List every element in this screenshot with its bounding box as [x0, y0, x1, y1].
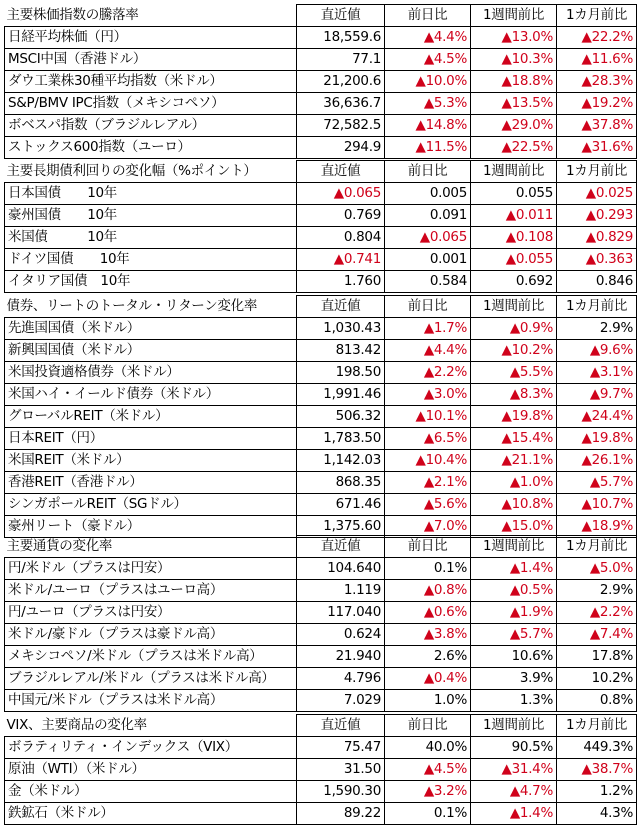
value-cell: 31.50	[297, 759, 385, 781]
row-label: 鉄鉱石（米ドル）	[5, 803, 297, 825]
value-cell: ▲0.5%	[471, 580, 557, 602]
table-row	[5, 137, 637, 159]
value-cell: ▲0.025	[557, 183, 637, 205]
value-cell: 0.769	[297, 205, 385, 227]
row-label: ドイツ国債 10年	[5, 249, 297, 271]
column-header: 1週間前比	[471, 5, 557, 27]
row-label: 米国債 10年	[5, 227, 297, 249]
value-cell: ▲3.1%	[557, 362, 637, 384]
value-cell: ▲4.5%	[385, 759, 471, 781]
value-cell: ▲4.4%	[385, 340, 471, 362]
row-label: 原油（WTI）（米ドル）	[5, 759, 297, 781]
value-cell: ▲5.7%	[471, 624, 557, 646]
value-cell: 90.5%	[471, 737, 557, 759]
value-cell: ▲0.011	[471, 205, 557, 227]
table-row	[5, 602, 637, 624]
column-header: 直近値	[297, 715, 385, 737]
value-cell: ▲26.1%	[557, 450, 637, 472]
value-cell: ▲11.6%	[557, 49, 637, 71]
value-cell: ▲9.6%	[557, 340, 637, 362]
section-header-row	[5, 536, 637, 558]
value-cell: 0.624	[297, 624, 385, 646]
section-header-row	[5, 296, 637, 318]
row-label: 日本国債 10年	[5, 183, 297, 205]
row-label: グローバルREIT（米ドル）	[5, 406, 297, 428]
value-cell: ▲4.4%	[385, 27, 471, 49]
value-cell: 7.029	[297, 690, 385, 712]
section-header-row	[5, 715, 637, 737]
section-table	[4, 714, 637, 825]
value-cell: ▲0.829	[557, 227, 637, 249]
column-header: 1週間前比	[471, 161, 557, 183]
value-cell: 0.055	[471, 183, 557, 205]
section-title: 主要長期債利回りの変化幅（%ポイント）	[6, 162, 257, 179]
value-cell: ▲1.9%	[471, 602, 557, 624]
row-label: ダウ工業株30種平均指数（米ドル）	[5, 71, 297, 93]
value-cell: ▲0.065	[385, 227, 471, 249]
value-cell: 3.9%	[471, 668, 557, 690]
table-row	[5, 49, 637, 71]
value-cell: 0.001	[385, 249, 471, 271]
column-header: 1カ月前比	[557, 536, 637, 558]
value-cell: ▲38.7%	[557, 759, 637, 781]
value-cell: ▲2.1%	[385, 472, 471, 494]
column-header: 1カ月前比	[557, 296, 637, 318]
value-cell: ▲2.2%	[385, 362, 471, 384]
row-label: 豪州リート（豪ドル）	[5, 516, 297, 538]
value-cell: 4.796	[297, 668, 385, 690]
table-row	[5, 227, 637, 249]
table-row	[5, 249, 637, 271]
value-cell: 2.6%	[385, 646, 471, 668]
value-cell: ▲10.4%	[385, 450, 471, 472]
value-cell: ▲2.2%	[557, 602, 637, 624]
value-cell: 89.22	[297, 803, 385, 825]
value-cell: ▲10.7%	[557, 494, 637, 516]
value-cell: ▲0.8%	[385, 580, 471, 602]
column-header: 前日比	[385, 536, 471, 558]
table-row	[5, 558, 637, 580]
table-row	[5, 318, 637, 340]
value-cell: 449.3%	[557, 737, 637, 759]
row-label: 米国投資適格債券（米ドル）	[5, 362, 297, 384]
table-row	[5, 646, 637, 668]
section-header-row	[5, 5, 637, 27]
row-label: 中国元/米ドル（プラスは米ドル高）	[5, 690, 297, 712]
value-cell: 1,783.50	[297, 428, 385, 450]
value-cell: 813.42	[297, 340, 385, 362]
value-cell: 0.692	[471, 271, 557, 293]
row-label: 新興国国債（米ドル）	[5, 340, 297, 362]
column-header: 直近値	[297, 5, 385, 27]
value-cell: ▲37.8%	[557, 115, 637, 137]
value-cell: ▲8.3%	[471, 384, 557, 406]
value-cell: ▲1.0%	[471, 472, 557, 494]
row-label: シンガポールREIT（SGドル）	[5, 494, 297, 516]
value-cell: 198.50	[297, 362, 385, 384]
value-cell: 117.040	[297, 602, 385, 624]
value-cell: ▲11.5%	[385, 137, 471, 159]
column-header: 前日比	[385, 161, 471, 183]
table-row	[5, 271, 637, 293]
table-row	[5, 71, 637, 93]
section-header-row	[5, 161, 637, 183]
column-header: 1カ月前比	[557, 161, 637, 183]
value-cell: ▲1.4%	[471, 558, 557, 580]
value-cell: ▲15.4%	[471, 428, 557, 450]
row-label: MSCI中国（香港ドル）	[5, 49, 297, 71]
row-label: 米ドル/ユーロ（プラスはユーロ高）	[5, 580, 297, 602]
value-cell: 0.804	[297, 227, 385, 249]
row-label: 金（米ドル）	[5, 781, 297, 803]
value-cell: 294.9	[297, 137, 385, 159]
value-cell: 868.35	[297, 472, 385, 494]
value-cell: 1,030.43	[297, 318, 385, 340]
table-row	[5, 183, 637, 205]
table-row	[5, 406, 637, 428]
table-row	[5, 737, 637, 759]
row-label: ストックス600指数（ユーロ）	[5, 137, 297, 159]
value-cell: 21.940	[297, 646, 385, 668]
value-cell: 0.8%	[557, 690, 637, 712]
value-cell: ▲19.8%	[471, 406, 557, 428]
value-cell: ▲1.7%	[385, 318, 471, 340]
column-header: 前日比	[385, 5, 471, 27]
value-cell: ▲0.363	[557, 249, 637, 271]
value-cell: 40.0%	[385, 737, 471, 759]
value-cell: ▲4.5%	[385, 49, 471, 71]
value-cell: ▲0.9%	[471, 318, 557, 340]
row-label: 円/米ドル（プラスは円安）	[5, 558, 297, 580]
table-row	[5, 384, 637, 406]
value-cell: 72,582.5	[297, 115, 385, 137]
table-row	[5, 472, 637, 494]
row-label: 米国REIT（米ドル）	[5, 450, 297, 472]
value-cell: ▲5.0%	[557, 558, 637, 580]
table-row	[5, 115, 637, 137]
table-row	[5, 27, 637, 49]
value-cell: ▲13.5%	[471, 93, 557, 115]
table-row	[5, 781, 637, 803]
value-cell: 18,559.6	[297, 27, 385, 49]
value-cell: 17.8%	[557, 646, 637, 668]
row-label: メキシコペソ/米ドル（プラスは米ドル高）	[5, 646, 297, 668]
table-row	[5, 624, 637, 646]
row-label: 香港REIT（香港ドル）	[5, 472, 297, 494]
section-title: 主要株価指数の騰落率	[6, 6, 139, 23]
value-cell: ▲3.8%	[385, 624, 471, 646]
value-cell: 0.1%	[385, 803, 471, 825]
column-header: 1週間前比	[471, 536, 557, 558]
value-cell: ▲31.4%	[471, 759, 557, 781]
table-row	[5, 580, 637, 602]
table-row	[5, 93, 637, 115]
value-cell: 1,590.30	[297, 781, 385, 803]
value-cell: 1.0%	[385, 690, 471, 712]
value-cell: ▲3.2%	[385, 781, 471, 803]
value-cell: 0.584	[385, 271, 471, 293]
value-cell: ▲0.108	[471, 227, 557, 249]
table-row	[5, 668, 637, 690]
column-header: 直近値	[297, 296, 385, 318]
table-row	[5, 205, 637, 227]
value-cell: 36,636.7	[297, 93, 385, 115]
value-cell: ▲7.4%	[557, 624, 637, 646]
value-cell: ▲9.7%	[557, 384, 637, 406]
row-label: 日本REIT（円）	[5, 428, 297, 450]
value-cell: ▲1.4%	[471, 803, 557, 825]
row-label: 米国ハイ・イールド債券（米ドル）	[5, 384, 297, 406]
value-cell: ▲22.2%	[557, 27, 637, 49]
section-title: VIX、主要商品の変化率	[6, 716, 147, 733]
value-cell: 506.32	[297, 406, 385, 428]
section-table	[4, 4, 637, 159]
value-cell: ▲5.3%	[385, 93, 471, 115]
row-label: S&P/BMV IPC指数（メキシコペソ）	[5, 93, 297, 115]
value-cell: ▲0.055	[471, 249, 557, 271]
row-label: 先進国国債（米ドル）	[5, 318, 297, 340]
value-cell: ▲22.5%	[471, 137, 557, 159]
value-cell: 4.3%	[557, 803, 637, 825]
value-cell: ▲10.0%	[385, 71, 471, 93]
value-cell: 1.2%	[557, 781, 637, 803]
column-header: 前日比	[385, 296, 471, 318]
column-header: 直近値	[297, 161, 385, 183]
value-cell: ▲3.0%	[385, 384, 471, 406]
row-label: ボベスパ指数（ブラジルレアル）	[5, 115, 297, 137]
value-cell: ▲6.5%	[385, 428, 471, 450]
table-row	[5, 690, 637, 712]
value-cell: 0.1%	[385, 558, 471, 580]
row-label: ブラジルレアル/米ドル（プラスは米ドル高）	[5, 668, 297, 690]
value-cell: 10.2%	[557, 668, 637, 690]
value-cell: 77.1	[297, 49, 385, 71]
row-label: 豪州国債 10年	[5, 205, 297, 227]
value-cell: 1,991.46	[297, 384, 385, 406]
value-cell: ▲0.293	[557, 205, 637, 227]
value-cell: ▲5.6%	[385, 494, 471, 516]
value-cell: 2.9%	[557, 580, 637, 602]
value-cell: ▲28.3%	[557, 71, 637, 93]
table-row	[5, 362, 637, 384]
value-cell: ▲19.2%	[557, 93, 637, 115]
value-cell: 21,200.6	[297, 71, 385, 93]
value-cell: ▲10.8%	[471, 494, 557, 516]
value-cell: 1.3%	[471, 690, 557, 712]
value-cell: 1.760	[297, 271, 385, 293]
value-cell: ▲29.0%	[471, 115, 557, 137]
value-cell: ▲0.741	[297, 249, 385, 271]
value-cell: 0.005	[385, 183, 471, 205]
value-cell: ▲18.9%	[557, 516, 637, 538]
row-label: 米ドル/豪ドル（プラスは豪ドル高）	[5, 624, 297, 646]
row-label: ボラティリティ・インデックス（VIX）	[5, 737, 297, 759]
value-cell: ▲15.0%	[471, 516, 557, 538]
value-cell: ▲24.4%	[557, 406, 637, 428]
row-label: 日経平均株価（円）	[5, 27, 297, 49]
value-cell: ▲5.7%	[557, 472, 637, 494]
value-cell: ▲5.5%	[471, 362, 557, 384]
value-cell: ▲4.7%	[471, 781, 557, 803]
value-cell: 1.119	[297, 580, 385, 602]
table-row	[5, 428, 637, 450]
value-cell: ▲0.6%	[385, 602, 471, 624]
value-cell: ▲10.1%	[385, 406, 471, 428]
section-table	[4, 160, 637, 293]
section-table	[4, 535, 637, 712]
value-cell: ▲31.6%	[557, 137, 637, 159]
value-cell: ▲0.065	[297, 183, 385, 205]
value-cell: 75.47	[297, 737, 385, 759]
table-row	[5, 450, 637, 472]
column-header: 1週間前比	[471, 715, 557, 737]
value-cell: ▲13.0%	[471, 27, 557, 49]
value-cell: 0.846	[557, 271, 637, 293]
column-header: 直近値	[297, 536, 385, 558]
table-row	[5, 759, 637, 781]
value-cell: ▲18.8%	[471, 71, 557, 93]
value-cell: ▲19.8%	[557, 428, 637, 450]
value-cell: ▲0.4%	[385, 668, 471, 690]
value-cell: 2.9%	[557, 318, 637, 340]
section-title: 債券、リートのトータル・リターン変化率	[6, 297, 258, 314]
value-cell: ▲21.1%	[471, 450, 557, 472]
column-header: 1カ月前比	[557, 5, 637, 27]
column-header: 1カ月前比	[557, 715, 637, 737]
column-header: 前日比	[385, 715, 471, 737]
value-cell: 10.6%	[471, 646, 557, 668]
value-cell: 104.640	[297, 558, 385, 580]
value-cell: 671.46	[297, 494, 385, 516]
value-cell: 1,142.03	[297, 450, 385, 472]
row-label: イタリア国債 10年	[5, 271, 297, 293]
section-title: 主要通貨の変化率	[6, 537, 113, 554]
table-row	[5, 803, 637, 825]
value-cell: ▲10.2%	[471, 340, 557, 362]
value-cell: ▲14.8%	[385, 115, 471, 137]
value-cell: ▲7.0%	[385, 516, 471, 538]
table-row	[5, 340, 637, 362]
value-cell: 1,375.60	[297, 516, 385, 538]
row-label: 円/ユーロ（プラスは円安）	[5, 602, 297, 624]
section-table	[4, 295, 637, 538]
value-cell: ▲10.3%	[471, 49, 557, 71]
table-row	[5, 494, 637, 516]
value-cell: 0.091	[385, 205, 471, 227]
column-header: 1週間前比	[471, 296, 557, 318]
